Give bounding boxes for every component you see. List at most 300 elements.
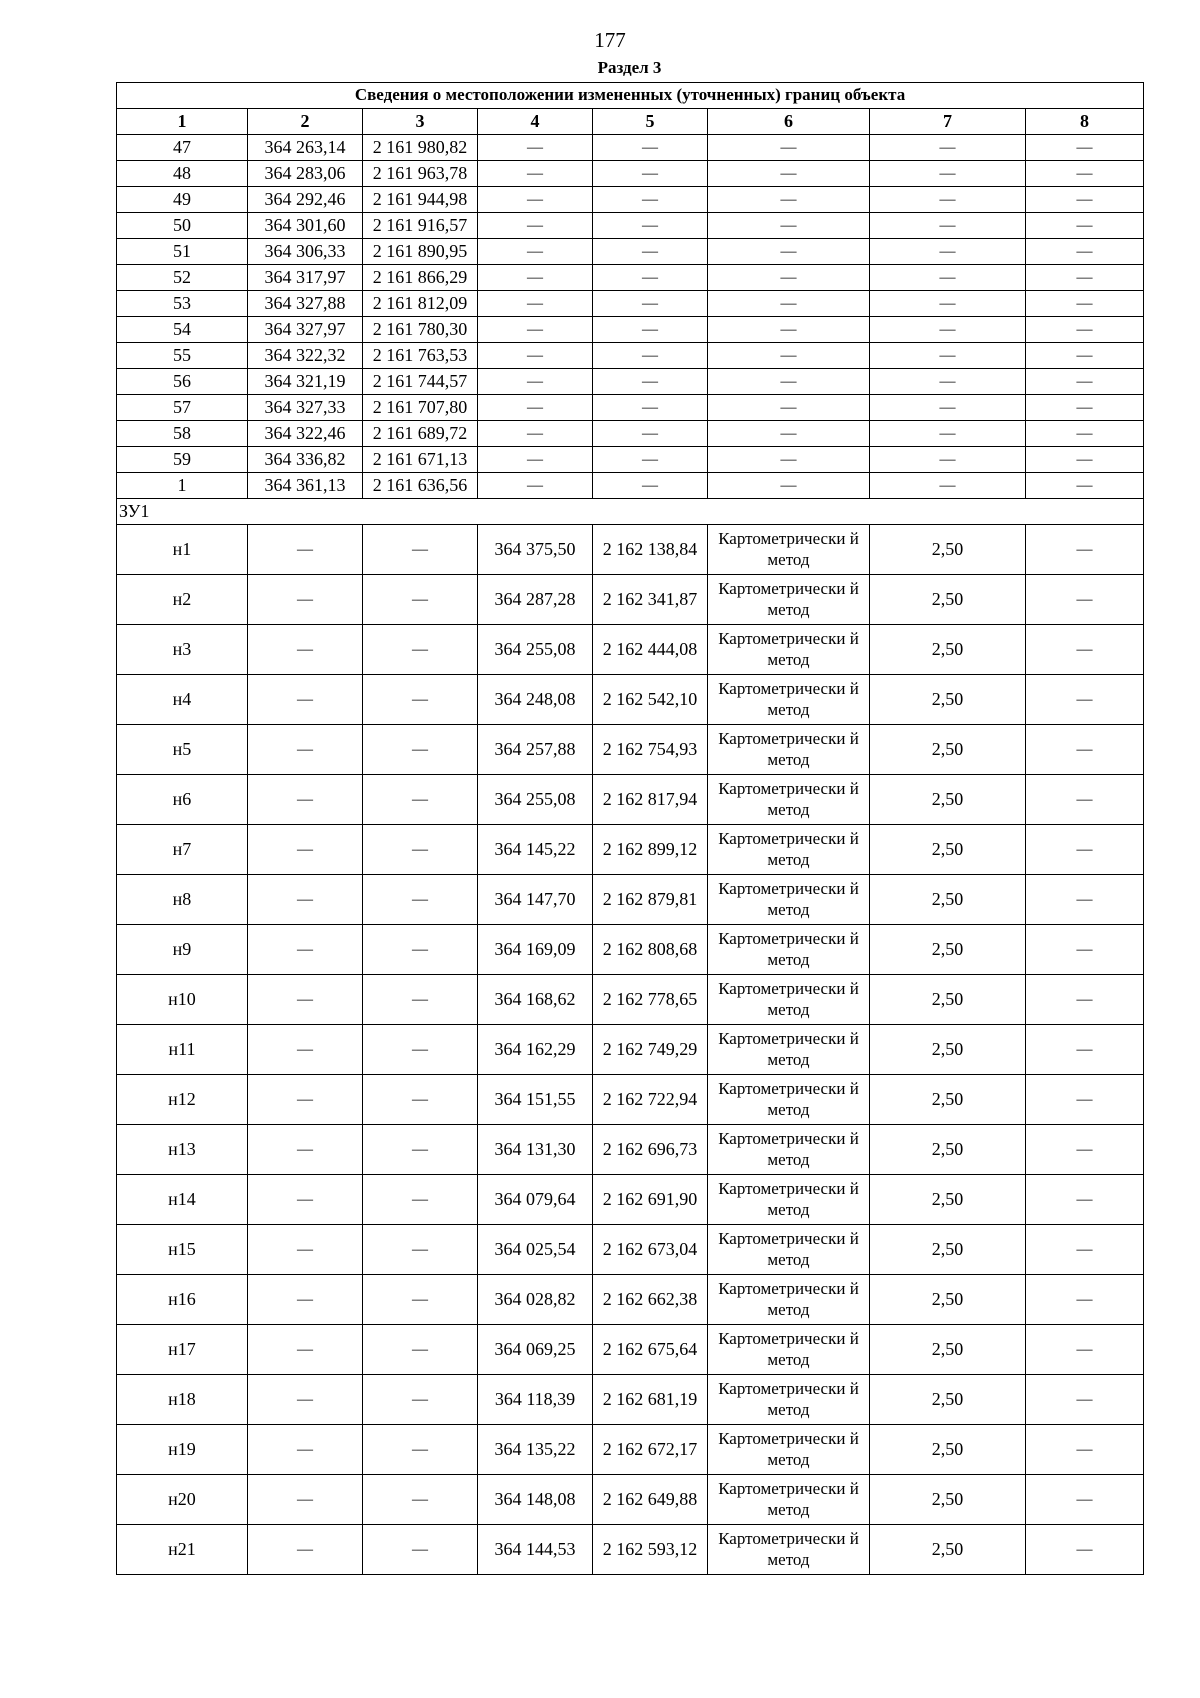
cell-old-x: 364 263,14 bbox=[248, 135, 363, 161]
cell-method: Картометрически й метод bbox=[708, 625, 870, 675]
cell-point-number: 53 bbox=[117, 291, 248, 317]
cell-new-x: 364 287,28 bbox=[478, 575, 593, 625]
cell-description: — bbox=[1026, 343, 1144, 369]
cell-accuracy: 2,50 bbox=[870, 975, 1026, 1025]
column-header-6: 6 bbox=[708, 109, 870, 135]
cell-method: Картометрически й метод bbox=[708, 1325, 870, 1375]
cell-description: — bbox=[1026, 395, 1144, 421]
cell-new-y: 2 162 681,19 bbox=[593, 1375, 708, 1425]
cell-method: Картометрически й метод bbox=[708, 1275, 870, 1325]
cell-new-y: — bbox=[593, 291, 708, 317]
cell-old-x: — bbox=[248, 1375, 363, 1425]
cell-method: Картометрически й метод bbox=[708, 1125, 870, 1175]
cell-new-y: — bbox=[593, 343, 708, 369]
cell-method: — bbox=[708, 239, 870, 265]
table-row bbox=[117, 625, 1144, 675]
cell-new-y: 2 162 722,94 bbox=[593, 1075, 708, 1125]
cell-description: — bbox=[1026, 317, 1144, 343]
cell-description: — bbox=[1026, 925, 1144, 975]
cell-new-x: — bbox=[478, 291, 593, 317]
table-row bbox=[117, 265, 1144, 291]
column-header-1: 1 bbox=[117, 109, 248, 135]
cell-description: — bbox=[1026, 1525, 1144, 1575]
column-header-4: 4 bbox=[478, 109, 593, 135]
cell-new-x: 364 025,54 bbox=[478, 1225, 593, 1275]
cell-accuracy: 2,50 bbox=[870, 1325, 1026, 1375]
table-row bbox=[117, 369, 1144, 395]
cell-point-number: н8 bbox=[117, 875, 248, 925]
cell-description: — bbox=[1026, 775, 1144, 825]
cell-description: — bbox=[1026, 625, 1144, 675]
cell-description: — bbox=[1026, 1475, 1144, 1525]
cell-accuracy: 2,50 bbox=[870, 1125, 1026, 1175]
cell-new-y: — bbox=[593, 421, 708, 447]
cell-accuracy: 2,50 bbox=[870, 575, 1026, 625]
cell-old-y: 2 161 689,72 bbox=[363, 421, 478, 447]
cell-description: — bbox=[1026, 187, 1144, 213]
cell-point-number: 59 bbox=[117, 447, 248, 473]
cell-new-y: — bbox=[593, 161, 708, 187]
cell-old-y: 2 161 744,57 bbox=[363, 369, 478, 395]
cell-old-x: — bbox=[248, 1425, 363, 1475]
cell-accuracy: — bbox=[870, 369, 1026, 395]
cell-new-x: 364 169,09 bbox=[478, 925, 593, 975]
cell-new-y: 2 162 749,29 bbox=[593, 1025, 708, 1075]
zone-label: ЗУ1 bbox=[117, 499, 1144, 525]
cell-method: Картометрически й метод bbox=[708, 1425, 870, 1475]
cell-old-x: 364 317,97 bbox=[248, 265, 363, 291]
cell-new-y: 2 162 673,04 bbox=[593, 1225, 708, 1275]
cell-point-number: 50 bbox=[117, 213, 248, 239]
cell-new-x: 364 079,64 bbox=[478, 1175, 593, 1225]
table-title: Сведения о местоположении измененных (уточненных) границ объекта bbox=[117, 83, 1144, 109]
cell-description: — bbox=[1026, 1225, 1144, 1275]
cell-method: Картометрически й метод bbox=[708, 1075, 870, 1125]
cell-new-x: 364 144,53 bbox=[478, 1525, 593, 1575]
cell-accuracy: 2,50 bbox=[870, 775, 1026, 825]
table-row bbox=[117, 1125, 1144, 1175]
cell-new-y: — bbox=[593, 135, 708, 161]
cell-point-number: н11 bbox=[117, 1025, 248, 1075]
cell-new-y: 2 162 808,68 bbox=[593, 925, 708, 975]
cell-old-y: 2 161 963,78 bbox=[363, 161, 478, 187]
cell-accuracy: — bbox=[870, 265, 1026, 291]
cell-old-x: — bbox=[248, 1225, 363, 1275]
cell-method: Картометрически й метод bbox=[708, 525, 870, 575]
cell-point-number: н13 bbox=[117, 1125, 248, 1175]
cell-point-number: н15 bbox=[117, 1225, 248, 1275]
cell-new-x: 364 168,62 bbox=[478, 975, 593, 1025]
cell-method: — bbox=[708, 447, 870, 473]
cell-method: Картометрически й метод bbox=[708, 875, 870, 925]
cell-new-y: — bbox=[593, 317, 708, 343]
table-row bbox=[117, 675, 1144, 725]
cell-accuracy: — bbox=[870, 187, 1026, 213]
cell-old-x: — bbox=[248, 725, 363, 775]
cell-new-y: 2 162 138,84 bbox=[593, 525, 708, 575]
table-row bbox=[117, 135, 1144, 161]
table-row bbox=[117, 421, 1144, 447]
table-row bbox=[117, 395, 1144, 421]
cell-new-x: 364 248,08 bbox=[478, 675, 593, 725]
cell-new-y: — bbox=[593, 473, 708, 499]
cell-description: — bbox=[1026, 875, 1144, 925]
cell-new-x: 364 028,82 bbox=[478, 1275, 593, 1325]
cell-new-y: 2 162 754,93 bbox=[593, 725, 708, 775]
cell-new-y: 2 162 672,17 bbox=[593, 1425, 708, 1475]
cell-new-y: 2 162 649,88 bbox=[593, 1475, 708, 1525]
cell-accuracy: — bbox=[870, 343, 1026, 369]
cell-old-x: 364 292,46 bbox=[248, 187, 363, 213]
cell-new-x: 364 135,22 bbox=[478, 1425, 593, 1475]
cell-old-x: — bbox=[248, 1075, 363, 1125]
cell-new-y: 2 162 879,81 bbox=[593, 875, 708, 925]
cell-new-x: — bbox=[478, 395, 593, 421]
cell-old-y: — bbox=[363, 975, 478, 1025]
cell-method: — bbox=[708, 187, 870, 213]
cell-point-number: н5 bbox=[117, 725, 248, 775]
cell-accuracy: — bbox=[870, 135, 1026, 161]
cell-old-x: 364 327,33 bbox=[248, 395, 363, 421]
cell-new-y: 2 162 691,90 bbox=[593, 1175, 708, 1225]
cell-accuracy: 2,50 bbox=[870, 1275, 1026, 1325]
table-row bbox=[117, 1525, 1144, 1575]
cell-accuracy: 2,50 bbox=[870, 925, 1026, 975]
cell-description: — bbox=[1026, 1425, 1144, 1475]
cell-point-number: н12 bbox=[117, 1075, 248, 1125]
cell-accuracy: — bbox=[870, 291, 1026, 317]
cell-old-y: — bbox=[363, 1425, 478, 1475]
cell-point-number: 55 bbox=[117, 343, 248, 369]
table-row bbox=[117, 161, 1144, 187]
cell-description: — bbox=[1026, 1175, 1144, 1225]
cell-method: — bbox=[708, 213, 870, 239]
cell-old-y: 2 161 763,53 bbox=[363, 343, 478, 369]
cell-old-y: — bbox=[363, 575, 478, 625]
cell-method: Картометрически й метод bbox=[708, 575, 870, 625]
cell-accuracy: 2,50 bbox=[870, 1475, 1026, 1525]
cell-method: Картометрически й метод bbox=[708, 725, 870, 775]
cell-accuracy: 2,50 bbox=[870, 1525, 1026, 1575]
cell-old-y: — bbox=[363, 1525, 478, 1575]
cell-point-number: н3 bbox=[117, 625, 248, 675]
table-row bbox=[117, 925, 1144, 975]
column-header-7: 7 bbox=[870, 109, 1026, 135]
cell-old-x: — bbox=[248, 625, 363, 675]
cell-description: — bbox=[1026, 975, 1144, 1025]
cell-accuracy: 2,50 bbox=[870, 1225, 1026, 1275]
cell-point-number: 54 bbox=[117, 317, 248, 343]
cell-old-x: — bbox=[248, 875, 363, 925]
cell-new-x: 364 255,08 bbox=[478, 625, 593, 675]
cell-description: — bbox=[1026, 1375, 1144, 1425]
table-row bbox=[117, 473, 1144, 499]
table-row bbox=[117, 343, 1144, 369]
cell-old-y: — bbox=[363, 1325, 478, 1375]
cell-accuracy: — bbox=[870, 395, 1026, 421]
table-row bbox=[117, 725, 1144, 775]
cell-description: — bbox=[1026, 575, 1144, 625]
table-row bbox=[117, 1425, 1144, 1475]
cell-new-y: 2 162 675,64 bbox=[593, 1325, 708, 1375]
column-header-5: 5 bbox=[593, 109, 708, 135]
cell-point-number: н18 bbox=[117, 1375, 248, 1425]
table-row bbox=[117, 447, 1144, 473]
cell-description: — bbox=[1026, 161, 1144, 187]
cell-old-y: — bbox=[363, 1275, 478, 1325]
cell-new-y: 2 162 899,12 bbox=[593, 825, 708, 875]
cell-method: Картометрически й метод bbox=[708, 675, 870, 725]
cell-point-number: н2 bbox=[117, 575, 248, 625]
cell-old-x: 364 301,60 bbox=[248, 213, 363, 239]
cell-old-y: — bbox=[363, 1025, 478, 1075]
cell-accuracy: — bbox=[870, 239, 1026, 265]
cell-old-x: — bbox=[248, 1175, 363, 1225]
cell-method: — bbox=[708, 317, 870, 343]
cell-accuracy: 2,50 bbox=[870, 725, 1026, 775]
cell-point-number: н21 bbox=[117, 1525, 248, 1575]
cell-point-number: н14 bbox=[117, 1175, 248, 1225]
cell-method: — bbox=[708, 369, 870, 395]
cell-old-x: — bbox=[248, 575, 363, 625]
cell-description: — bbox=[1026, 525, 1144, 575]
cell-old-x: — bbox=[248, 1125, 363, 1175]
cell-method: Картометрически й метод bbox=[708, 775, 870, 825]
cell-description: — bbox=[1026, 1025, 1144, 1075]
cell-new-x: 364 069,25 bbox=[478, 1325, 593, 1375]
cell-point-number: 57 bbox=[117, 395, 248, 421]
cell-description: — bbox=[1026, 291, 1144, 317]
cell-new-x: 364 148,08 bbox=[478, 1475, 593, 1525]
cell-new-x: — bbox=[478, 239, 593, 265]
cell-old-x: 364 306,33 bbox=[248, 239, 363, 265]
cell-accuracy: — bbox=[870, 213, 1026, 239]
cell-old-x: — bbox=[248, 675, 363, 725]
cell-method: Картометрически й метод bbox=[708, 1225, 870, 1275]
table-row bbox=[117, 1275, 1144, 1325]
cell-point-number: 51 bbox=[117, 239, 248, 265]
cell-point-number: н19 bbox=[117, 1425, 248, 1475]
cell-point-number: н4 bbox=[117, 675, 248, 725]
cell-new-x: 364 255,08 bbox=[478, 775, 593, 825]
cell-description: — bbox=[1026, 213, 1144, 239]
cell-description: — bbox=[1026, 265, 1144, 291]
cell-new-x: — bbox=[478, 343, 593, 369]
cell-old-y: — bbox=[363, 875, 478, 925]
cell-old-x: 364 321,19 bbox=[248, 369, 363, 395]
cell-new-y: 2 162 542,10 bbox=[593, 675, 708, 725]
cell-new-y: — bbox=[593, 395, 708, 421]
table-row bbox=[117, 525, 1144, 575]
cell-old-x: — bbox=[248, 1325, 363, 1375]
cell-accuracy: 2,50 bbox=[870, 1175, 1026, 1225]
cell-old-y: 2 161 866,29 bbox=[363, 265, 478, 291]
cell-accuracy: — bbox=[870, 473, 1026, 499]
cell-old-x: — bbox=[248, 525, 363, 575]
cell-description: — bbox=[1026, 369, 1144, 395]
table-row bbox=[117, 213, 1144, 239]
cell-old-y: — bbox=[363, 525, 478, 575]
cell-new-x: — bbox=[478, 447, 593, 473]
cell-old-x: — bbox=[248, 825, 363, 875]
table-row bbox=[117, 1325, 1144, 1375]
cell-new-y: — bbox=[593, 213, 708, 239]
cell-description: — bbox=[1026, 825, 1144, 875]
cell-point-number: 49 bbox=[117, 187, 248, 213]
cell-method: — bbox=[708, 135, 870, 161]
cell-new-y: 2 162 341,87 bbox=[593, 575, 708, 625]
table-row bbox=[117, 1225, 1144, 1275]
table-row bbox=[117, 1075, 1144, 1125]
cell-method: — bbox=[708, 161, 870, 187]
cell-new-x: — bbox=[478, 161, 593, 187]
cell-old-y: — bbox=[363, 825, 478, 875]
cell-old-x: 364 336,82 bbox=[248, 447, 363, 473]
cell-new-y: — bbox=[593, 265, 708, 291]
cell-old-y: 2 161 980,82 bbox=[363, 135, 478, 161]
cell-old-y: — bbox=[363, 1375, 478, 1425]
cell-new-x: 364 147,70 bbox=[478, 875, 593, 925]
cell-description: — bbox=[1026, 447, 1144, 473]
cell-point-number: 52 bbox=[117, 265, 248, 291]
cell-description: — bbox=[1026, 1075, 1144, 1125]
table-row bbox=[117, 575, 1144, 625]
cell-old-x: 364 322,46 bbox=[248, 421, 363, 447]
cell-old-y: — bbox=[363, 925, 478, 975]
cell-old-y: — bbox=[363, 1125, 478, 1175]
table-row bbox=[117, 825, 1144, 875]
table-row bbox=[117, 239, 1144, 265]
cell-method: Картометрически й метод bbox=[708, 975, 870, 1025]
cell-point-number: н16 bbox=[117, 1275, 248, 1325]
cell-point-number: 48 bbox=[117, 161, 248, 187]
cell-new-x: 364 257,88 bbox=[478, 725, 593, 775]
cell-method: Картометрически й метод bbox=[708, 825, 870, 875]
cell-method: Картометрически й метод bbox=[708, 1375, 870, 1425]
table-row bbox=[117, 875, 1144, 925]
cell-new-y: 2 162 593,12 bbox=[593, 1525, 708, 1575]
cell-old-y: 2 161 812,09 bbox=[363, 291, 478, 317]
zone-row bbox=[117, 499, 1144, 525]
cell-new-x: — bbox=[478, 317, 593, 343]
cell-old-x: 364 327,97 bbox=[248, 317, 363, 343]
cell-old-y: — bbox=[363, 1475, 478, 1525]
cell-description: — bbox=[1026, 675, 1144, 725]
page-number: 177 bbox=[594, 28, 626, 52]
cell-new-y: — bbox=[593, 369, 708, 395]
cell-method: Картометрически й метод bbox=[708, 925, 870, 975]
cell-new-y: 2 162 444,08 bbox=[593, 625, 708, 675]
cell-old-x: 364 322,32 bbox=[248, 343, 363, 369]
cell-new-x: 364 131,30 bbox=[478, 1125, 593, 1175]
cell-point-number: н6 bbox=[117, 775, 248, 825]
cell-accuracy: 2,50 bbox=[870, 625, 1026, 675]
cell-new-y: — bbox=[593, 239, 708, 265]
cell-old-y: — bbox=[363, 1075, 478, 1125]
table-row bbox=[117, 317, 1144, 343]
cell-description: — bbox=[1026, 135, 1144, 161]
table-row bbox=[117, 1175, 1144, 1225]
cell-new-x: 364 375,50 bbox=[478, 525, 593, 575]
cell-description: — bbox=[1026, 473, 1144, 499]
table-row bbox=[117, 291, 1144, 317]
cell-accuracy: 2,50 bbox=[870, 1075, 1026, 1125]
cell-method: Картометрически й метод bbox=[708, 1175, 870, 1225]
cell-accuracy: 2,50 bbox=[870, 525, 1026, 575]
cell-method: — bbox=[708, 473, 870, 499]
cell-point-number: 47 bbox=[117, 135, 248, 161]
cell-new-x: 364 151,55 bbox=[478, 1075, 593, 1125]
table-row bbox=[117, 1025, 1144, 1075]
cell-new-x: — bbox=[478, 421, 593, 447]
cell-old-x: — bbox=[248, 1475, 363, 1525]
cell-point-number: н20 bbox=[117, 1475, 248, 1525]
cell-old-y: 2 161 780,30 bbox=[363, 317, 478, 343]
cell-old-y: 2 161 916,57 bbox=[363, 213, 478, 239]
cell-new-x: — bbox=[478, 187, 593, 213]
boundary-coordinates-table bbox=[116, 82, 1144, 1575]
cell-old-x: — bbox=[248, 1525, 363, 1575]
cell-old-y: — bbox=[363, 625, 478, 675]
cell-accuracy: 2,50 bbox=[870, 1025, 1026, 1075]
column-header-8: 8 bbox=[1026, 109, 1144, 135]
cell-old-y: 2 161 944,98 bbox=[363, 187, 478, 213]
cell-new-y: — bbox=[593, 447, 708, 473]
cell-new-x: — bbox=[478, 213, 593, 239]
cell-new-x: 364 145,22 bbox=[478, 825, 593, 875]
cell-new-x: — bbox=[478, 369, 593, 395]
cell-point-number: н17 bbox=[117, 1325, 248, 1375]
cell-new-y: 2 162 817,94 bbox=[593, 775, 708, 825]
cell-method: — bbox=[708, 395, 870, 421]
cell-description: — bbox=[1026, 1125, 1144, 1175]
cell-method: — bbox=[708, 265, 870, 291]
cell-old-x: 364 327,88 bbox=[248, 291, 363, 317]
table-title-row bbox=[117, 83, 1144, 109]
cell-old-x: 364 283,06 bbox=[248, 161, 363, 187]
cell-new-x: — bbox=[478, 265, 593, 291]
cell-old-y: 2 161 890,95 bbox=[363, 239, 478, 265]
cell-point-number: н9 bbox=[117, 925, 248, 975]
cell-method: Картометрически й метод bbox=[708, 1025, 870, 1075]
section-title: Раздел 3 bbox=[597, 58, 662, 77]
cell-old-x: — bbox=[248, 1025, 363, 1075]
cell-point-number: н7 bbox=[117, 825, 248, 875]
cell-old-y: — bbox=[363, 725, 478, 775]
cell-point-number: 58 bbox=[117, 421, 248, 447]
cell-old-x: — bbox=[248, 925, 363, 975]
table-row bbox=[117, 1475, 1144, 1525]
cell-old-y: — bbox=[363, 775, 478, 825]
cell-accuracy: 2,50 bbox=[870, 875, 1026, 925]
cell-old-y: 2 161 636,56 bbox=[363, 473, 478, 499]
cell-new-y: 2 162 778,65 bbox=[593, 975, 708, 1025]
cell-old-y: — bbox=[363, 1225, 478, 1275]
cell-description: — bbox=[1026, 421, 1144, 447]
cell-old-x: — bbox=[248, 975, 363, 1025]
table-row bbox=[117, 1375, 1144, 1425]
column-header-2: 2 bbox=[248, 109, 363, 135]
cell-accuracy: 2,50 bbox=[870, 675, 1026, 725]
table-row bbox=[117, 775, 1144, 825]
cell-method: Картометрически й метод bbox=[708, 1475, 870, 1525]
cell-new-x: 364 162,29 bbox=[478, 1025, 593, 1075]
cell-old-x: — bbox=[248, 1275, 363, 1325]
cell-point-number: н10 bbox=[117, 975, 248, 1025]
cell-accuracy: 2,50 bbox=[870, 825, 1026, 875]
cell-method: Картометрически й метод bbox=[708, 1525, 870, 1575]
cell-accuracy: 2,50 bbox=[870, 1425, 1026, 1475]
